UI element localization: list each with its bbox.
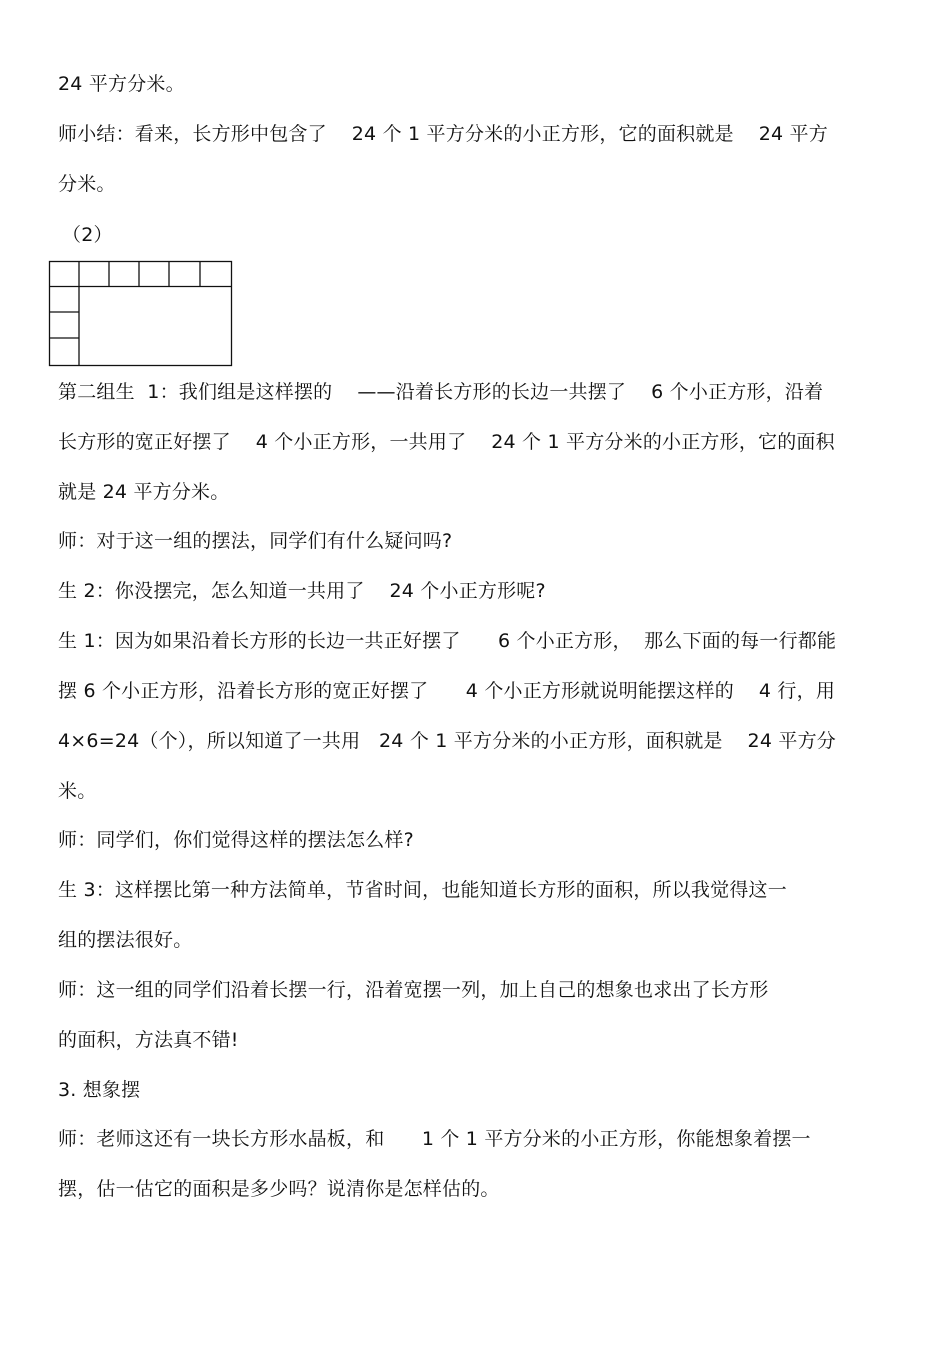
rectangle-outline [50, 262, 232, 366]
text-line-8: 师：对于这一组的摆法，同学们有什么疑问吗? [58, 530, 453, 552]
section-label-2: （2） [62, 224, 113, 246]
text-line-21: 摆，估一估它的面积是多少吗？说清你是怎样估的。 [58, 1178, 500, 1200]
text-line-12: 4×6=24（个），所以知道了一共用 24 个 1 平方分米的小正方形，面积就是 24 平方分 [58, 730, 836, 752]
text-line-5: 第二组生 1：我们组是这样摆的 ——沿着长方形的长边一共摆了 6 个小正方形，沿着 [58, 381, 824, 403]
text-line-7: 就是 24 平方分米。 [58, 481, 230, 503]
text-line-3: 分米。 [58, 173, 116, 195]
text-line-6: 长方形的宽正好摆了 4 个小正方形，一共用了 24 个 1 平方分米的小正方形，它的面积 [58, 431, 835, 453]
text-line-11: 摆 6 个小正方形，沿着长方形的宽正好摆了 4 个小正方形就说明能摆这样的 4 行，用 [58, 680, 836, 702]
text-line-20: 师：老师这还有一块长方形水晶板，和 1 个 1 平方分米的小正方形，你能想象着摆一 [58, 1128, 811, 1150]
square-tiling-diagram [48, 260, 234, 368]
text-line-15: 生 3：这样摆比第一种方法简单，节省时间，也能知道长方形的面积，所以我觉得这一 [58, 879, 787, 901]
text-line-2: 师小结：看来，长方形中包含了 24 个 1 平方分米的小正方形，它的面积就是 24 平方 [58, 123, 828, 145]
section-heading-3: 3. 想象摆 [58, 1079, 141, 1101]
text-line-18: 的面积，方法真不错! [58, 1029, 239, 1051]
text-line-17: 师：这一组的同学们沿着长摆一行，沿着宽摆一列，加上自己的想象也求出了长方形 [58, 979, 769, 1001]
text-line-13: 米。 [58, 780, 97, 802]
text-line-9: 生 2：你没摆完，怎么知道一共用了 24 个小正方形呢? [58, 580, 546, 602]
text-line-16: 组的摆法很好。 [58, 929, 193, 951]
text-line-1: 24 平方分米。 [58, 73, 185, 95]
text-line-14: 师：同学们，你们觉得这样的摆法怎么样? [58, 829, 414, 851]
text-line-10: 生 1：因为如果沿着长方形的长边一共正好摆了 6 个小正方形， 那么下面的每一行都能 [58, 630, 837, 652]
